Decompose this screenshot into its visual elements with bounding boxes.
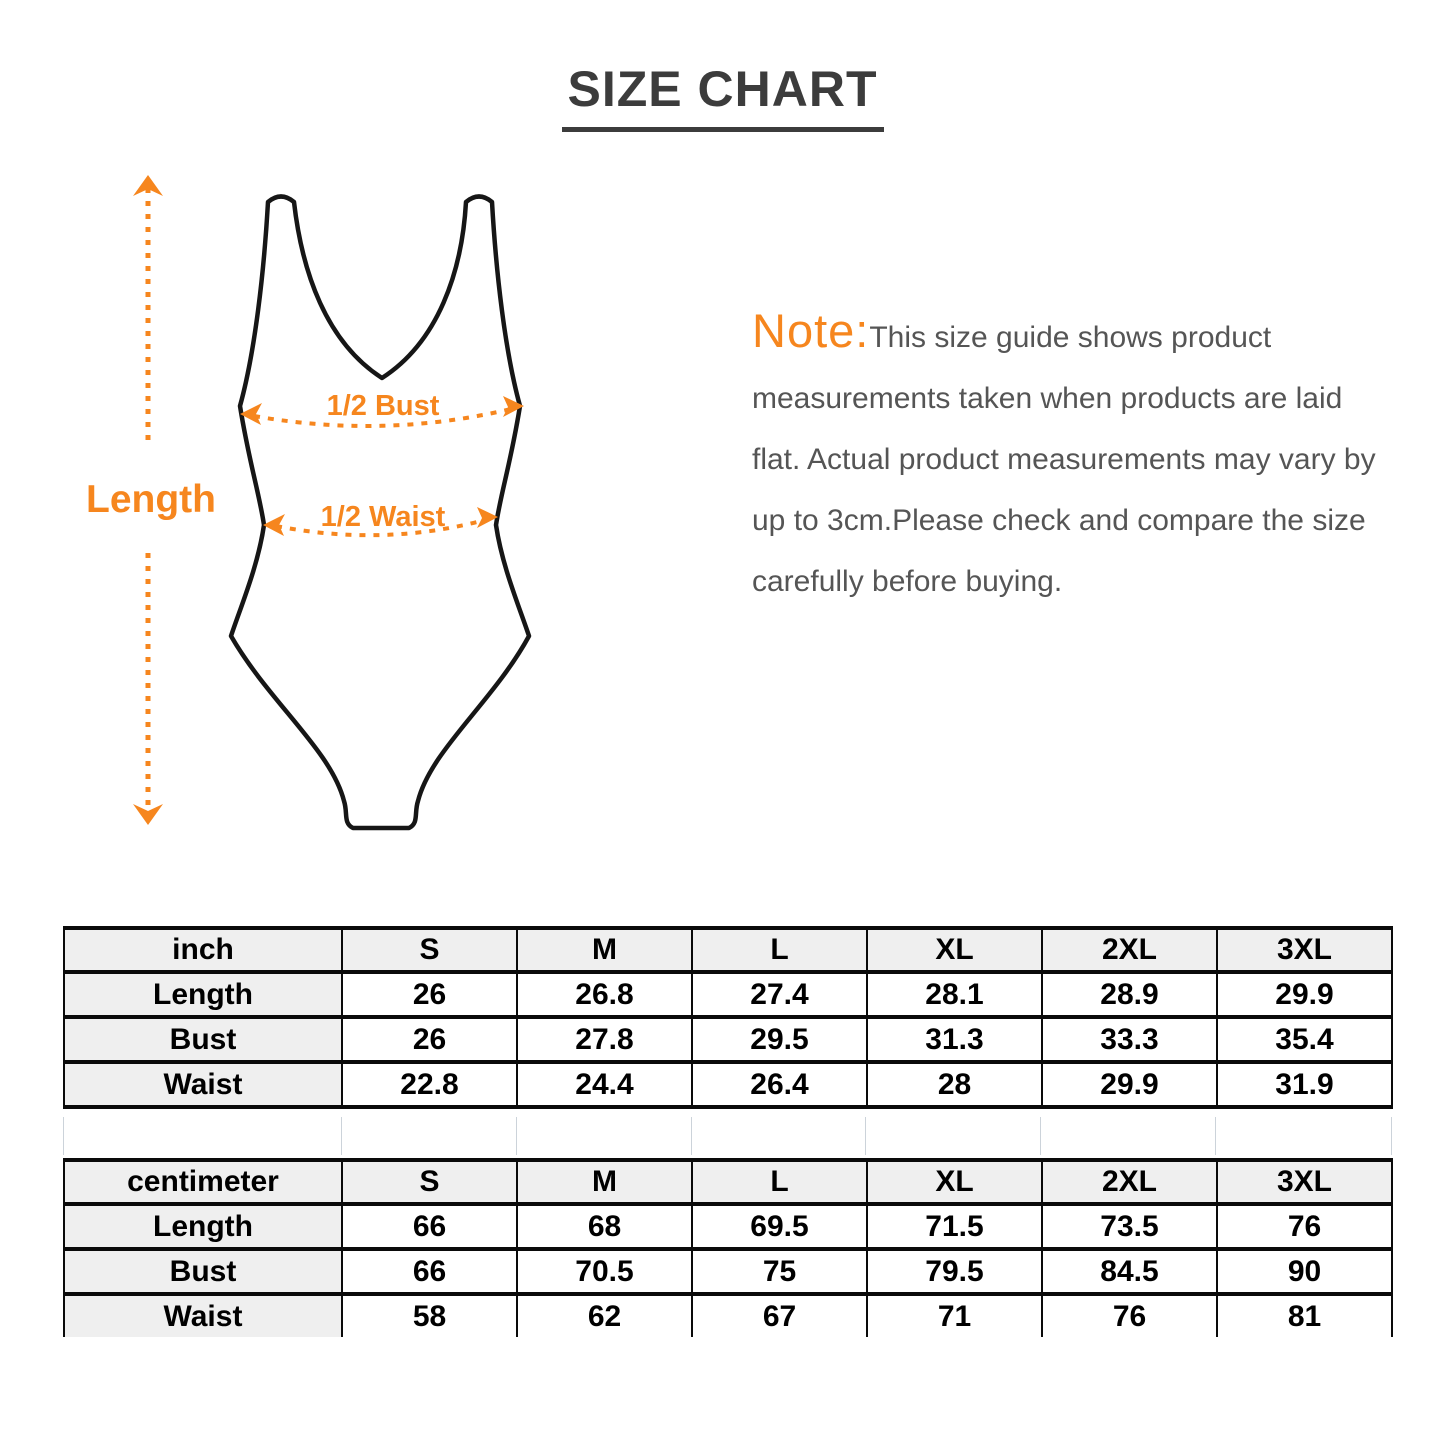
gap-cell [866, 1117, 1041, 1155]
value-cell: 35.4 [1217, 1017, 1392, 1062]
unit-header-cell: inch [64, 928, 342, 972]
size-header-cell: S [342, 1160, 517, 1204]
value-cell: 68 [517, 1204, 692, 1249]
row-label-cell: Bust [64, 1249, 342, 1294]
value-cell: 62 [517, 1294, 692, 1337]
table-header-row [64, 1160, 1392, 1204]
value-cell: 73.5 [1042, 1204, 1217, 1249]
value-cell: 24.4 [517, 1062, 692, 1107]
waist-measure-label: 1/2 Waist [320, 501, 446, 533]
table-gap [63, 1117, 1392, 1155]
size-header-cell: M [517, 928, 692, 972]
value-cell: 90 [1217, 1249, 1392, 1294]
row-label-cell: Length [64, 972, 342, 1017]
gap-cell [1216, 1117, 1391, 1155]
value-cell: 28 [867, 1062, 1042, 1107]
value-cell: 75 [692, 1249, 867, 1294]
size-header-cell: XL [867, 928, 1042, 972]
value-cell: 26 [342, 972, 517, 1017]
value-cell: 26 [342, 1017, 517, 1062]
value-cell: 70.5 [517, 1249, 692, 1294]
table-row [64, 1062, 1392, 1107]
value-cell: 71.5 [867, 1204, 1042, 1249]
value-cell: 31.9 [1217, 1062, 1392, 1107]
gap-cell [64, 1117, 342, 1155]
size-header-cell: 3XL [1217, 928, 1392, 972]
value-cell: 76 [1042, 1294, 1217, 1337]
value-cell: 66 [342, 1204, 517, 1249]
value-cell: 27.4 [692, 972, 867, 1017]
row-label-cell: Bust [64, 1017, 342, 1062]
size-header-cell: 2XL [1042, 928, 1217, 972]
value-cell: 26.4 [692, 1062, 867, 1107]
note-prefix: Note: [752, 304, 870, 357]
gap-cell [342, 1117, 517, 1155]
value-cell: 84.5 [1042, 1249, 1217, 1294]
value-cell: 58 [342, 1294, 517, 1337]
value-cell: 69.5 [692, 1204, 867, 1249]
size-header-cell: L [692, 1160, 867, 1204]
value-cell: 29.9 [1217, 972, 1392, 1017]
value-cell: 66 [342, 1249, 517, 1294]
value-cell: 22.8 [342, 1062, 517, 1107]
length-measure-label: Length [86, 478, 216, 521]
size-header-cell: XL [867, 1160, 1042, 1204]
gap-cell [692, 1117, 867, 1155]
note-paragraph [752, 300, 1392, 612]
value-cell: 81 [1217, 1294, 1392, 1337]
page-title: SIZE CHART [562, 60, 884, 132]
table-row [64, 972, 1392, 1017]
value-cell: 71 [867, 1294, 1042, 1337]
value-cell: 33.3 [1042, 1017, 1217, 1062]
row-label-cell: Waist [64, 1062, 342, 1107]
gap-cell [517, 1117, 692, 1155]
row-label-cell: Length [64, 1204, 342, 1249]
value-cell: 28.1 [867, 972, 1042, 1017]
size-table-inch [63, 926, 1393, 1109]
size-header-cell: 2XL [1042, 1160, 1217, 1204]
value-cell: 29.9 [1042, 1062, 1217, 1107]
bust-measure-label: 1/2 Bust [326, 390, 440, 422]
size-header-cell: L [692, 928, 867, 972]
value-cell: 27.8 [517, 1017, 692, 1062]
value-cell: 79.5 [867, 1249, 1042, 1294]
value-cell: 67 [692, 1294, 867, 1337]
size-header-cell: 3XL [1217, 1160, 1392, 1204]
value-cell: 26.8 [517, 972, 692, 1017]
value-cell: 29.5 [692, 1017, 867, 1062]
unit-header-cell: centimeter [64, 1160, 342, 1204]
size-header-cell: M [517, 1160, 692, 1204]
size-table-centimeter [63, 1158, 1393, 1337]
table-header-row [64, 928, 1392, 972]
table-row [64, 1249, 1392, 1294]
table-row [64, 1017, 1392, 1062]
table-row [64, 1294, 1392, 1337]
value-cell: 28.9 [1042, 972, 1217, 1017]
value-cell: 76 [1217, 1204, 1392, 1249]
table-row [64, 1204, 1392, 1249]
size-header-cell: S [342, 928, 517, 972]
value-cell: 31.3 [867, 1017, 1042, 1062]
gap-cell [1041, 1117, 1216, 1155]
row-label-cell: Waist [64, 1294, 342, 1337]
note-body: This size guide shows product measurements taken when products are laid flat. Actual product measurements may vary by up to 3cm.Please check and compare the size carefully before buying. [752, 321, 1376, 598]
